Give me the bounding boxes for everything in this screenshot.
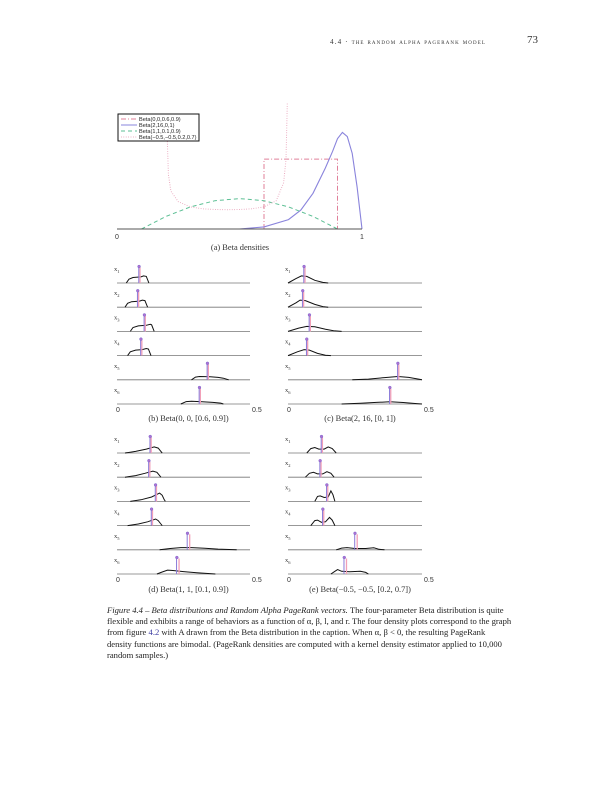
- subfigure-caption-b: (b) Beta(0, 0, [0.6, 0.9]): [148, 414, 229, 423]
- density-curve: [125, 471, 161, 477]
- row-label: $x_2$: [114, 460, 120, 469]
- density-row-x1: [285, 265, 422, 283]
- row-label: $x_6$: [285, 387, 291, 395]
- row-label: $x_4$: [114, 338, 120, 347]
- row-label-subscript: 6: [288, 560, 291, 565]
- density-row-x5: [114, 362, 250, 380]
- row-label: $x_1$: [114, 266, 120, 274]
- density-row-x2: [285, 459, 422, 477]
- density-curve: [130, 324, 154, 331]
- x-tick-label: 0: [115, 234, 119, 241]
- stem-marker: [149, 435, 152, 438]
- row-label-subscript: 1: [288, 439, 291, 444]
- row-label-subscript: 1: [288, 269, 291, 274]
- row-label: $x_2$: [285, 460, 291, 469]
- row-label: $x_3$: [114, 484, 120, 493]
- stem-marker: [325, 484, 328, 487]
- caption-body-1: The four-parameter Beta distribution is quite flexible and exhibits a range of behaviors as a function of α, β, l, and r. The four density plots correspond to the graph from figure: [107, 605, 512, 638]
- stem-marker: [143, 314, 146, 317]
- stem-marker: [319, 459, 322, 462]
- stem-marker: [343, 556, 346, 559]
- stem-marker: [308, 314, 311, 317]
- series-line-1: [264, 159, 338, 229]
- density-row-x1: [285, 435, 422, 453]
- row-label: $x_1$: [114, 436, 120, 444]
- legend-entry: Beta(0,0,0.6,0.9): [139, 117, 181, 123]
- row-label: $x_4$: [285, 508, 291, 517]
- row-label-subscript: 5: [288, 535, 291, 541]
- x-tick-label: 0: [116, 407, 120, 414]
- row-label: $x_5$: [114, 362, 120, 371]
- density-row-x5: [285, 532, 422, 550]
- density-row-x6: [285, 556, 422, 574]
- density-curve: [125, 300, 148, 307]
- density-row-x5: [114, 532, 250, 550]
- row-label: $x_5$: [285, 532, 291, 541]
- row-label-subscript: 4: [288, 341, 291, 347]
- x-tick-label: 0: [116, 577, 120, 584]
- row-label: $x_2$: [285, 290, 291, 299]
- row-label-subscript: 6: [288, 390, 291, 395]
- subfigure-caption-d: (d) Beta(1, 1, [0.1, 0.9]): [148, 585, 229, 594]
- row-label-subscript: 3: [117, 317, 120, 323]
- chart-d: [114, 435, 262, 594]
- caption-lead: Figure 4.4 – Beta distributions and Random Alpha PageRank vectors.: [107, 605, 348, 615]
- caption-body-2: with A drawn from the Beta distribution in the caption. When α, β < 0, the resulting PageRank density functions are bimodal. (PageRank densities are computed with a kernel density estimator applied to 10,000 random samples.): [107, 627, 502, 660]
- figure-reference-link[interactable]: 4.2: [148, 627, 160, 638]
- series-line-3: [142, 199, 338, 229]
- density-row-x3: [285, 314, 422, 332]
- stem-marker: [320, 435, 323, 438]
- series-line-2: [240, 132, 363, 229]
- stem-marker: [136, 289, 139, 292]
- density-curve: [125, 447, 162, 453]
- subfigure-caption-a: (a) Beta densities: [210, 243, 270, 252]
- row-label-subscript: 3: [117, 487, 120, 493]
- x-tick-label: 1: [360, 234, 364, 241]
- density-row-x2: [114, 459, 250, 477]
- density-curve: [288, 326, 342, 331]
- x-tick-label: 0.5: [424, 407, 434, 414]
- row-label: $x_1$: [285, 436, 291, 444]
- density-curve: [331, 570, 369, 574]
- density-row-x5: [285, 362, 422, 380]
- density-curve: [315, 491, 335, 502]
- stem-marker: [206, 362, 209, 365]
- density-row-x3: [114, 484, 250, 502]
- row-label-subscript: 4: [117, 511, 120, 517]
- row-label-subscript: 4: [288, 511, 291, 517]
- row-label: $x_4$: [285, 338, 291, 347]
- subfigure-caption-e: (e) Beta(−0.5, −0.5, [0.2, 0.7]): [309, 585, 411, 594]
- chart-b: [114, 265, 262, 423]
- row-label: $x_2$: [114, 290, 120, 299]
- row-label: $x_1$: [285, 266, 291, 274]
- x-tick-label: 0.5: [424, 577, 434, 584]
- figure-caption: [107, 605, 512, 661]
- density-row-x6: [285, 386, 422, 404]
- stem-marker: [388, 386, 391, 389]
- density-row-x4: [114, 338, 250, 356]
- row-label: $x_3$: [114, 314, 120, 323]
- density-curve: [126, 276, 149, 283]
- density-row-x3: [285, 484, 422, 502]
- x-tick-label: 0.5: [252, 407, 262, 414]
- row-label-subscript: 3: [288, 487, 291, 493]
- density-curve: [288, 300, 328, 307]
- chart-a-beta-densities: [115, 103, 364, 252]
- stem-marker: [140, 338, 143, 341]
- x-tick-label: 0: [287, 407, 291, 414]
- row-label-subscript: 2: [288, 463, 291, 469]
- row-label-subscript: 1: [117, 269, 120, 274]
- row-label: $x_6$: [285, 557, 291, 565]
- stem-marker: [303, 265, 306, 268]
- stem-marker: [321, 508, 324, 511]
- row-label-subscript: 5: [117, 365, 120, 371]
- row-label-subscript: 3: [288, 317, 291, 323]
- stem-marker: [175, 556, 178, 559]
- row-label-subscript: 2: [288, 293, 291, 299]
- density-row-x6: [114, 556, 250, 574]
- row-label: $x_6$: [114, 387, 120, 395]
- subfigure-caption-c: (c) Beta(2, 16, [0, 1]): [324, 414, 396, 423]
- running-head: 4.4 · the random alpha pagerank model: [330, 38, 487, 46]
- stem-marker: [154, 484, 157, 487]
- density-curve: [128, 519, 163, 526]
- stem-marker: [301, 289, 304, 292]
- density-row-x3: [114, 314, 250, 332]
- stem-marker: [138, 265, 141, 268]
- density-curve: [130, 493, 165, 501]
- density-curve: [157, 570, 216, 574]
- legend-entry: Beta(1,1,0.1,0.9): [139, 129, 181, 135]
- chart-e: [285, 435, 434, 594]
- legend: [118, 114, 199, 141]
- density-row-x6: [114, 386, 250, 404]
- density-curve: [181, 401, 224, 404]
- density-curve: [192, 377, 229, 380]
- legend-entry: Beta(2,16,0,1): [139, 123, 175, 129]
- stem-marker: [148, 459, 151, 462]
- row-label: $x_5$: [285, 362, 291, 371]
- stem-marker: [186, 532, 189, 535]
- row-label-subscript: 2: [117, 463, 120, 469]
- density-curve: [288, 276, 328, 283]
- stem-marker: [150, 508, 153, 511]
- row-label: $x_6$: [114, 557, 120, 565]
- stem-marker: [198, 386, 201, 389]
- row-label-subscript: 4: [117, 341, 120, 347]
- row-label: $x_4$: [114, 508, 120, 517]
- density-row-x4: [114, 508, 250, 526]
- stem-marker: [354, 532, 357, 535]
- row-label-subscript: 5: [117, 535, 120, 541]
- page-number: 73: [527, 34, 538, 46]
- row-label-subscript: 6: [117, 390, 120, 395]
- density-row-x2: [285, 289, 422, 307]
- chart-c: [285, 265, 434, 423]
- row-label-subscript: 6: [117, 560, 120, 565]
- density-row-x1: [114, 435, 250, 453]
- x-tick-label: 0.5: [252, 577, 262, 584]
- row-label-subscript: 2: [117, 293, 120, 299]
- stem-marker: [396, 362, 399, 365]
- density-row-x4: [285, 508, 422, 526]
- density-row-x1: [114, 265, 250, 283]
- density-curve: [288, 350, 331, 356]
- stem-marker: [305, 338, 308, 341]
- row-label: $x_5$: [114, 532, 120, 541]
- density-curve: [128, 349, 151, 356]
- density-row-x4: [285, 338, 422, 356]
- row-label: $x_3$: [285, 484, 291, 493]
- x-tick-label: 0: [287, 577, 291, 584]
- legend-entry: Beta(−0.5,−0.5,0.2,0.7): [139, 135, 197, 141]
- row-label-subscript: 1: [117, 439, 120, 444]
- row-label: $x_3$: [285, 314, 291, 323]
- row-label-subscript: 5: [288, 365, 291, 371]
- density-row-x2: [114, 289, 250, 307]
- density-curve: [352, 377, 422, 380]
